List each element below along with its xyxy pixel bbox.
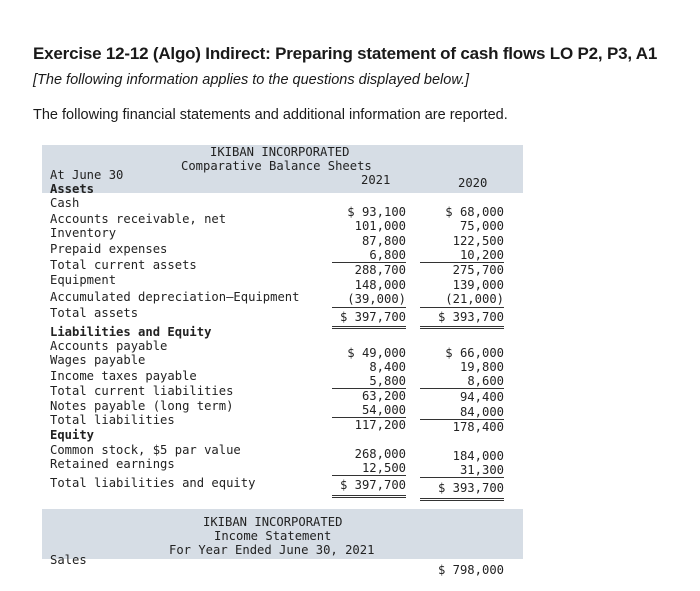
row-label: Total liabilities [50, 413, 175, 427]
row-label: Equipment [50, 273, 117, 287]
column-header-2021: 2021 [361, 173, 391, 187]
section-assets: Assets [50, 182, 95, 196]
row-value-2021: $ 49,000 [347, 346, 406, 360]
row-value-2021: 87,800 [361, 234, 406, 248]
balance-sheet-subtitle: Comparative Balance Sheets [181, 159, 372, 173]
column-header-2020: 2020 [458, 176, 488, 190]
row-value-2021: $ 397,700 [339, 310, 406, 324]
row-value-2020: 19,800 [459, 360, 504, 374]
row-value-2021: 6,800 [369, 248, 406, 262]
row-value-2020: 94,400 [459, 390, 504, 404]
row-value-2020: 122,500 [452, 234, 504, 248]
row-value-2021: 63,200 [361, 389, 406, 403]
row-value-2020: 31,300 [459, 463, 504, 477]
row-value-2021: 12,500 [361, 461, 406, 475]
row-label: Retained earnings [50, 457, 175, 471]
income-statement [42, 509, 523, 591]
balance-sheet-date-label: At June 30 [50, 168, 124, 182]
subtotal-rule-2021 [332, 475, 406, 476]
income-row-label: Sales [50, 553, 87, 567]
row-value-2021: 8,400 [369, 360, 406, 374]
row-value-2020: $ 68,000 [445, 205, 504, 219]
subtotal-rule-2021 [332, 307, 406, 308]
subtotal-rule-2020 [420, 477, 504, 478]
exercise-title: Exercise 12-12 (Algo) Indirect: Preparing statement of cash flows LO P2, P3, A1 [33, 44, 658, 63]
row-value-2020: 75,000 [459, 219, 504, 233]
income-row-value: $ 798,000 [437, 563, 504, 577]
row-label: Inventory [50, 226, 117, 240]
row-label: Wages payable [50, 353, 146, 367]
row-label: Accumulated depreciation—Equipment [50, 290, 300, 304]
row-value-2020: $ 393,700 [437, 310, 504, 324]
balance-sheet-company: IKIBAN INCORPORATED [210, 145, 350, 159]
total-double-rule-2020 [420, 326, 504, 329]
row-value-2021: 288,700 [354, 263, 406, 277]
row-label: Notes payable (long term) [50, 399, 234, 413]
section-equity: Equity [50, 428, 95, 442]
row-value-2020: 139,000 [452, 278, 504, 292]
row-label: Prepaid expenses [50, 242, 168, 256]
total-double-rule-2020 [420, 498, 504, 501]
row-label: Cash [50, 196, 80, 210]
row-value-2020: 275,700 [452, 263, 504, 277]
subtotal-rule-2020 [420, 388, 504, 389]
row-label: Accounts payable [50, 339, 168, 353]
row-value-2021: (39,000) [347, 292, 406, 306]
total-double-rule-2021 [332, 495, 406, 498]
row-label: Total liabilities and equity [50, 476, 256, 490]
row-value-2020: 184,000 [452, 449, 504, 463]
row-value-2020: 178,400 [452, 420, 504, 434]
row-value-2021: $ 397,700 [339, 478, 406, 492]
row-label: Income taxes payable [50, 369, 197, 383]
income-statement-subtitle: Income Statement [214, 529, 332, 543]
row-value-2021: 117,200 [354, 418, 406, 432]
row-label: Total current assets [50, 258, 197, 272]
row-value-2021: 54,000 [361, 403, 406, 417]
row-label: Common stock, $5 par value [50, 443, 241, 457]
row-value-2020: 84,000 [459, 405, 504, 419]
row-value-2020: 8,600 [467, 374, 504, 388]
income-statement-company: IKIBAN INCORPORATED [203, 515, 343, 529]
row-value-2020: (21,000) [445, 292, 504, 306]
total-double-rule-2021 [332, 326, 406, 329]
exercise-intro: The following financial statements and additional information are reported. [33, 107, 508, 123]
subtotal-rule-2020 [420, 307, 504, 308]
row-value-2021: 148,000 [354, 278, 406, 292]
row-value-2021: 268,000 [354, 447, 406, 461]
row-label: Total assets [50, 306, 139, 320]
row-label: Accounts receivable, net [50, 212, 227, 226]
balance-sheet [42, 145, 523, 505]
row-value-2020: $ 393,700 [437, 481, 504, 495]
row-value-2021: 5,800 [369, 374, 406, 388]
row-value-2021: $ 93,100 [347, 205, 406, 219]
section-liabilities-equity: Liabilities and Equity [50, 325, 212, 339]
row-label: Total current liabilities [50, 384, 234, 398]
income-statement-period: For Year Ended June 30, 2021 [169, 543, 375, 557]
exercise-note: [The following information applies to the questions displayed below.] [33, 72, 470, 88]
row-value-2020: $ 66,000 [445, 346, 504, 360]
row-value-2020: 10,200 [459, 248, 504, 262]
row-value-2021: 101,000 [354, 219, 406, 233]
